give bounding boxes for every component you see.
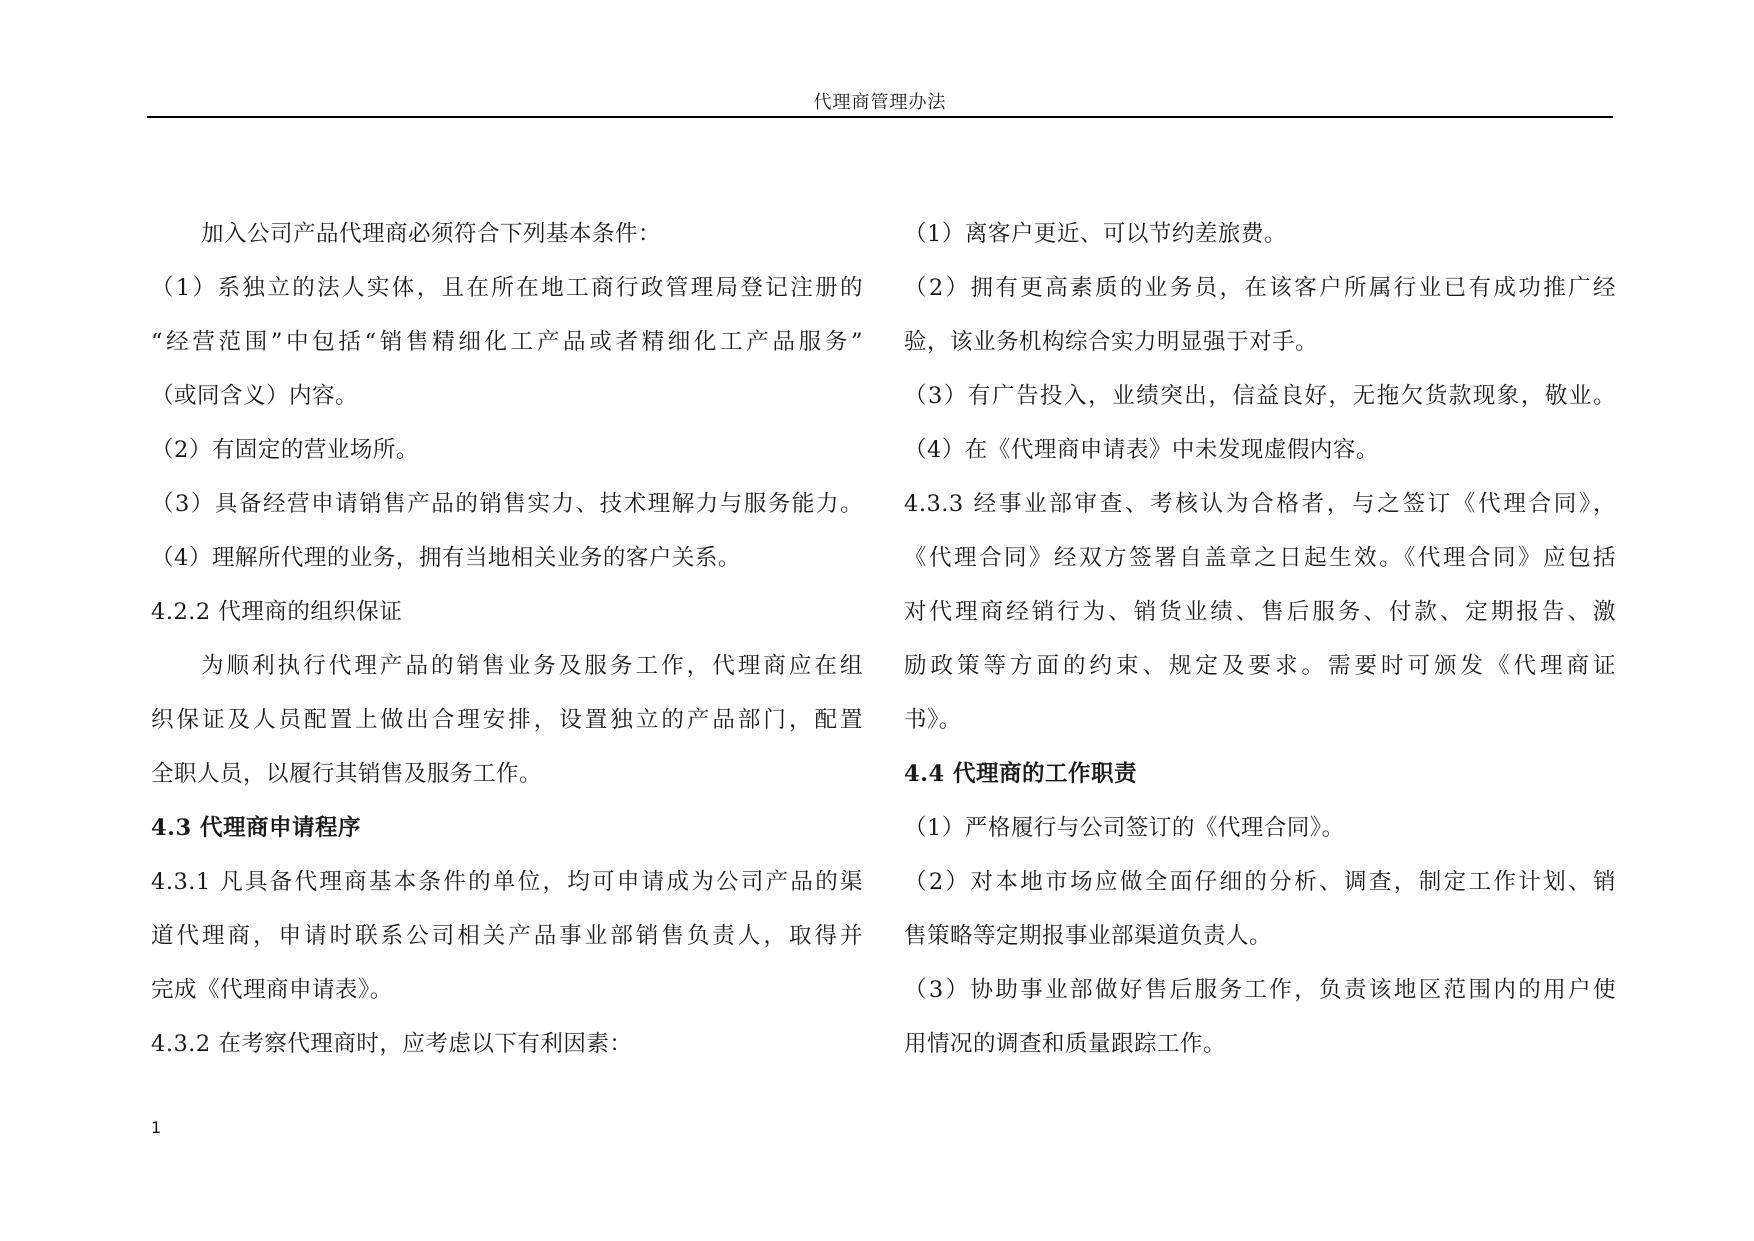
right-column-text-line: （1）离客户更近、可以节约差旅费。 xyxy=(904,221,1287,247)
left-column-text-line: （3）具备经营申请销售产品的销售实力、技术理解力与服务能力。 xyxy=(151,491,863,517)
right-column-text-line: （4）在《代理商申请表》中未发现虚假内容。 xyxy=(904,437,1379,463)
left-column-text-line: “经营范围”中包括“销售精细化工产品或者精细化工产品服务” xyxy=(151,329,863,355)
left-column-text-line: 全职人员，以履行其销售及服务工作。 xyxy=(151,761,543,787)
left-column-text-line: 完成《代理商申请表》。 xyxy=(151,977,393,1003)
left-column-text-line: （1）系独立的法人实体，且在所在地工商行政管理局登记注册的 xyxy=(151,275,863,301)
left-column-text-line: 织保证及人员配置上做出合理安排，设置独立的产品部门，配置 xyxy=(151,707,863,733)
left-column-text-line: （或同含义）内容。 xyxy=(151,383,359,409)
page-header xyxy=(147,84,1613,118)
right-column-text-line: （1）严格履行与公司签订的《代理合同》。 xyxy=(904,815,1345,841)
right-column xyxy=(904,207,1616,1071)
left-column xyxy=(151,207,863,1071)
right-column-text-line: 书》。 xyxy=(904,707,962,733)
section-heading: 4.4 代理商的工作职责 xyxy=(904,761,1137,787)
left-column-text-line: 4.3.2 在考察代理商时，应考虑以下有利因素： xyxy=(151,1031,633,1057)
right-column-text-line: 用情况的调查和质量跟踪工作。 xyxy=(904,1031,1227,1057)
right-column-text-line: 售策略等定期报事业部渠道负责人。 xyxy=(904,923,1273,949)
right-column-text-line: 《代理合同》经双方签署自盖章之日起生效。《代理合同》应包括 xyxy=(904,545,1616,571)
left-column-text-line: 4.2.2 代理商的组织保证 xyxy=(151,599,403,625)
page-number: 1 xyxy=(151,1118,162,1137)
left-column-text-line: 为顺利执行代理产品的销售业务及服务工作，代理商应在组 xyxy=(201,653,863,679)
right-column-text-line: 对代理商经销行为、销货业绩、售后服务、付款、定期报告、激 xyxy=(904,599,1616,625)
right-column-text-line: 4.3.3 经事业部审查、考核认为合格者，与之签订《代理合同》， xyxy=(904,491,1616,517)
right-column-text-line: （3）协助事业部做好售后服务工作，负责该地区范围内的用户使 xyxy=(904,977,1616,1003)
left-column-text-line: （4）理解所代理的业务，拥有当地相关业务的客户关系。 xyxy=(151,545,741,571)
right-column-text-line: 励政策等方面的约束、规定及要求。需要时可颁发《代理商证 xyxy=(904,653,1616,679)
left-column-text-line: （2）有固定的营业场所。 xyxy=(151,437,419,463)
left-column-text-line: 道代理商，申请时联系公司相关产品事业部销售负责人，取得并 xyxy=(151,923,863,949)
header-title: 代理商管理办法 xyxy=(813,92,947,113)
right-column-text-line: 验，该业务机构综合实力明显强于对手。 xyxy=(904,329,1319,355)
right-column-text-line: （2）拥有更高素质的业务员，在该客户所属行业已有成功推广经 xyxy=(904,275,1616,301)
section-heading: 4.3 代理商申请程序 xyxy=(151,815,361,841)
right-column-text-line: （2）对本地市场应做全面仔细的分析、调查，制定工作计划、销 xyxy=(904,869,1616,895)
right-column-text-line: （3）有广告投入，业绩突出，信益良好，无拖欠货款现象，敬业。 xyxy=(904,383,1616,409)
left-column-text-line: 4.3.1 凡具备代理商基本条件的单位，均可申请成为公司产品的渠 xyxy=(151,869,863,895)
left-column-text-line: 加入公司产品代理商必须符合下列基本条件： xyxy=(201,221,662,247)
